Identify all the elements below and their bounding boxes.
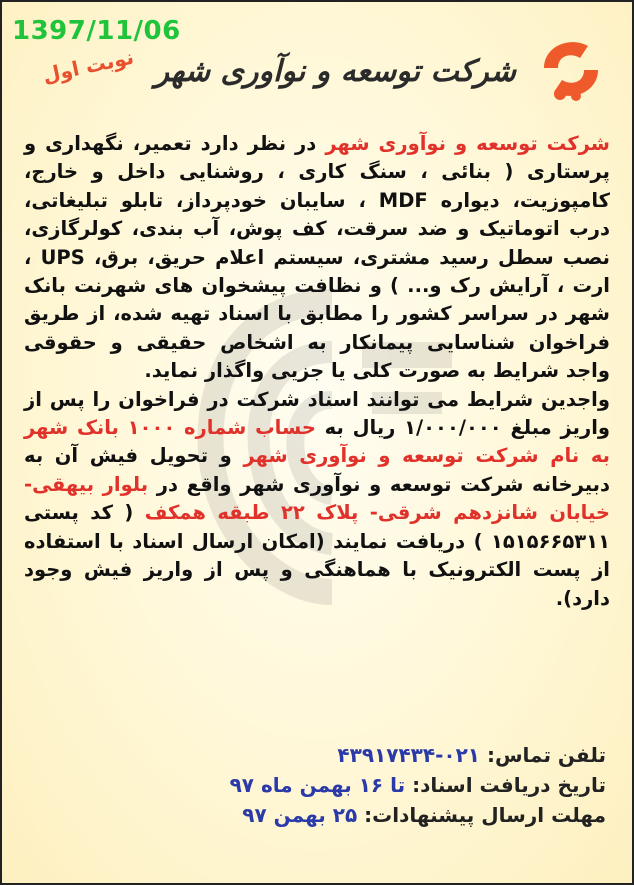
body-paragraph-2b: ریال به (315, 416, 405, 440)
date-stamp: 1397/11/06 (12, 16, 181, 46)
proposals-deadline-row (24, 800, 606, 830)
header (132, 26, 612, 116)
bank-account: حساب شماره ۱۰۰۰ بانک شهر به نام شرکت توسعه و نوآوری شهر (24, 416, 610, 468)
phone-row (24, 740, 606, 770)
docs-deadline-label: تاریخ دریافت اسناد: (405, 773, 606, 797)
body-paragraph-2d: ( کد پستی ۱۵۱۵۶۶۵۳۱۱ ) دریافت نمایند (امکان ارسال اسناد با استفاده از پست الکترونیک با هماهنگی و پس از واریز فیش وجود دارد). (24, 501, 610, 610)
docs-deadline-row (24, 770, 606, 800)
body-paragraph-2c: و تحویل فیش آن به دبیرخانه شرکت توسعه و نوآوری شهر واقع در (24, 444, 611, 496)
contact-block (24, 740, 606, 830)
phone-number: ۴۳۹۱۷۴۳۴-۰۲۱ (337, 743, 480, 767)
body-paragraph-2a: واجدین شرایط می توانند اسناد شرکت در فراخوان را پس از واریز مبلغ (24, 387, 611, 440)
fee-amount: ۱/۰۰۰/۰۰۰ (404, 416, 502, 440)
intro-company-name: شرکت توسعه و نوآوری شهر (325, 132, 610, 155)
announcement-body (24, 130, 610, 613)
phone-label: تلفن تماس: (479, 743, 606, 767)
body-paragraph-1: در نظر دارد تعمیر، نگهداری و پرستاری ( بنائی ، سنگ کاری ، روشنایی داخل و خارج، کامپوزیت، دیواره MDF ، سایبان خودپرداز، تابلو تبلیغاتی، درب اتوماتیک و ضد سرقت، کف پوش، آب بندی، کولرگازی، نصب سطل رسید مشتری، سیستم اعلام حریق، برق، UPS ، ارت ، آرایش رک و... ) و نظافت پیشخوان های شهرنت بانک شهر در سراسر کشور را مطابق با اسناد تهیه شده، از طریق فراخوان شناسایی پیمانکار به اشخاص حقیقی و حقوقی واجد شرایط به صورت کلی یا جزیی واگذار نماید. (24, 132, 610, 383)
proposals-deadline-value: ۲۵ بهمن ۹۷ (242, 803, 358, 827)
company-logo-icon (530, 28, 612, 110)
round-label: نوبت اول (40, 44, 136, 88)
office-address: بلوار بیهقی- خیابان شانزدهم شرقی- پلاک ۲۲ طبقه همکف (24, 472, 610, 525)
docs-deadline-value: تا ۱۶ بهمن ماه ۹۷ (229, 773, 406, 797)
proposals-deadline-label: مهلت ارسال پیشنهادات: (357, 803, 606, 827)
company-name: شرکت توسعه و نوآوری شهر (154, 54, 516, 89)
